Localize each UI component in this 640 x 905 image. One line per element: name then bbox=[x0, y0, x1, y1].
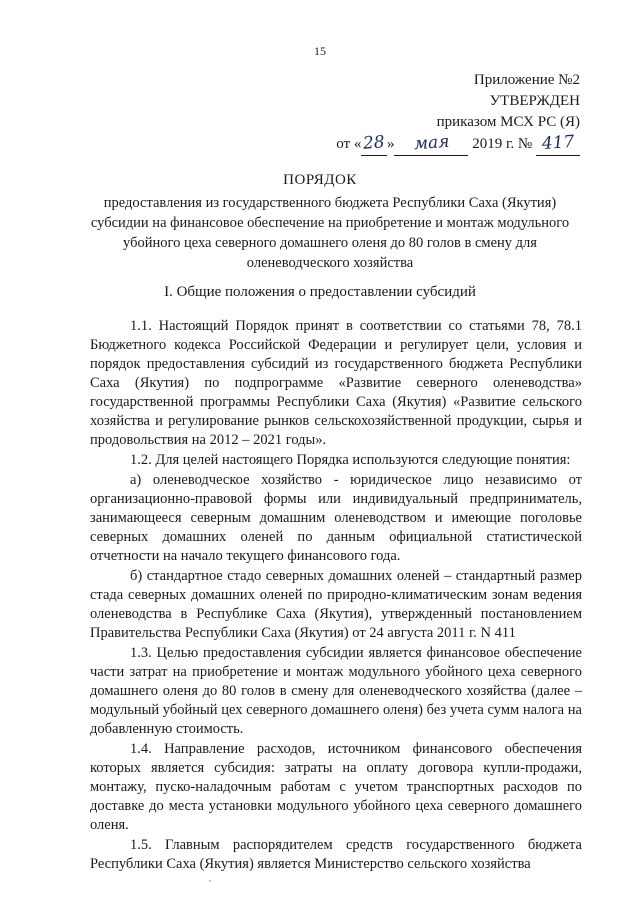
paragraph-a: а) оленеводческое хозяйство - юридическое лицо независимо от организационно-правовой формы или индивидуальный предприниматель, занимающееся северным домашним оленеводством и имеющие поголовье северных домашних оленей по данным официальной статистической отчетности на начало текущего финансового года. bbox=[90, 472, 582, 564]
paragraph-b: б) стандартное стадо северных домашних оленей – стандартный размер стада северных домашних оленей по природно-климатическим зонам ведения оленеводства в Республике Саха (Якутия), утвержденный постановлением Правительства Республики Саха (Якутия) от 24 августа 2011 г. N 411 bbox=[90, 568, 582, 641]
paragraph-1-5: 1.5. Главным распорядителем средств государственного бюджета Республики Саха (Якутия) является Министерство сельского хозяйства bbox=[90, 837, 582, 872]
approved-label: УТВЕРЖДЕН bbox=[489, 93, 580, 109]
paragraph-1-4: 1.4. Направление расходов, источником финансового обеспечения которых является субсидия: затраты на оплату договора купли-продажи, монтажу, пуско-наладочным работам с учетом транспортных расходов по доставке до места установки модульного убойного цеха северного домашнего оленя. bbox=[90, 741, 582, 833]
paragraph-1-3: 1.3. Целью предоставления субсидии является финансовое обеспечение части затрат на приобретение и монтаж модульного убойного цеха северного домашнего оленя до 80 голов в смену для оленеводческого хозяйства (далее – модульный убойный цех северного домашнего оленя) без учета сумм налога на добавленную стоимость. bbox=[90, 645, 582, 737]
paragraph-1-1: 1.1. Настоящий Порядок принят в соответствии со статьями 78, 78.1 Бюджетного кодекса Российской Федерации и регулирует цели, условия и порядок предоставления субсидий из государственного бюджета Республики Саха (Якутия) по подпрограмме «Развитие северного оленеводства» государственной программы Республики Саха (Якутия) «Развитие сельского хозяйства и регулирование рынков сельскохозяйственной продукции, сырья и продовольствия на 2012 – 2021 годы». bbox=[90, 318, 582, 448]
section-heading: I. Общие положения о предоставлении субсидий bbox=[164, 284, 476, 300]
order-label: приказом МСХ РС (Я) bbox=[436, 114, 580, 130]
handwritten-order-number: 417 bbox=[541, 131, 575, 155]
date-prefix: от « bbox=[336, 136, 362, 152]
order-date-line bbox=[336, 133, 580, 156]
page-number: 15 bbox=[314, 44, 326, 58]
document-body bbox=[90, 317, 582, 874]
appendix-label: Приложение №2 bbox=[473, 72, 580, 88]
date-quote-close: » bbox=[386, 136, 395, 152]
document-title: ПОРЯДОК bbox=[283, 172, 357, 188]
approval-block bbox=[336, 70, 580, 156]
document-subtitle: предоставления из государственного бюджета Республики Саха (Якутия) субсидии на финансовое обеспечение на приобретение и монтаж модульного убойного цеха северного домашнего оленя до 80 голов в смену для оленеводческого хозяйства bbox=[90, 195, 570, 271]
handwritten-month: мая bbox=[413, 131, 450, 155]
date-year: 2019 г. № bbox=[472, 136, 533, 152]
paragraph-1-2: 1.2. Для целей настоящего Порядка используются следующие понятия: bbox=[130, 452, 571, 468]
handwritten-day: 28 bbox=[362, 132, 386, 154]
scan-speck bbox=[209, 880, 211, 882]
